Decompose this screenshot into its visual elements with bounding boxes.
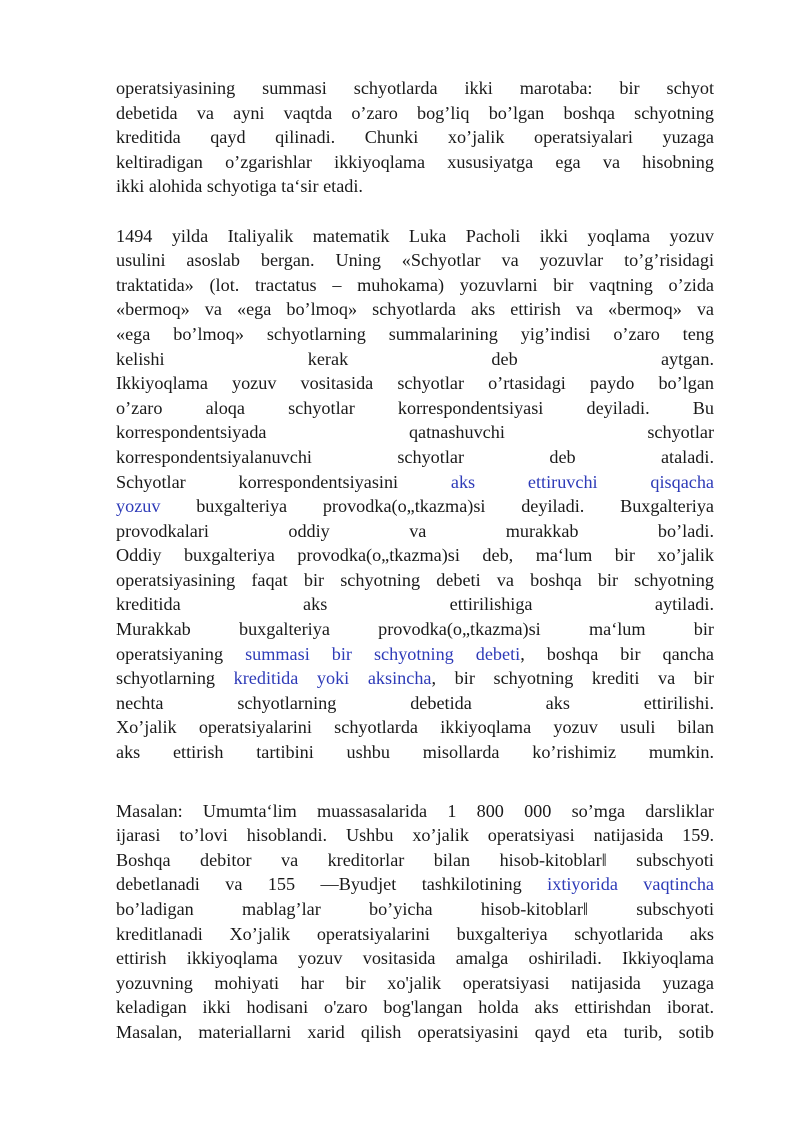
text-fragment: operatsiyaning [116,643,224,664]
text-fragment: schyotlarning [116,668,216,689]
text-line: kreditida qayd qilinadi. Chunki xo’jalik operatsiyalari yuzaga [116,127,714,148]
text-line: aks ettirish tartibini ushbu misollarda ko’rishimiz mumkin. [116,742,714,763]
paragraph-example [116,799,714,1045]
text-line: ettirish ikkiyoqlama yozuv vositasida amalga oshiriladi. Ikkiyoqlama [116,948,714,969]
text-line: Xo’jalik operatsiyalarini schyotlarda ikkiyoqlama yozuv usuli bilan [116,717,714,738]
text-line: o’zaro aloqa schyotlar korrespondentsiyasi deyiladi. Bu [116,397,714,418]
text-line: korrespondentsiyada qatnashuvchi schyotlar [116,422,714,443]
paragraph-spacer [116,199,714,224]
text-line: bo’ladigan mablag’lar bo’yicha hisob-kitoblar‖ subschyoti [116,899,714,919]
text-line: «ega bo’lmoq» schyotlarning summalarining yig’indisi o’zaro teng [116,323,714,344]
text-line: Murakkab buxgalteriya provodka(o„tkazma)si ma‘lum bir [116,619,714,640]
text-fragment: Schyotlar korrespondentsiyasini [116,471,399,492]
text-line: Masalan, materiallarni xarid qilish operatsiyasini qayd eta turib, sotib [116,1021,714,1042]
paragraph-pacholi [116,224,714,765]
text-line: provodkalari oddiy va murakkab bo’ladi. [116,520,714,541]
text-line: korrespondentsiyalanuvchi schyotlar deb ataladi. [116,446,714,467]
document-page [116,76,714,1045]
text-line-with-link [116,494,714,519]
text-line: kelishi kerak deb aytgan. [116,348,714,369]
text-line: debetida va ayni vaqtda o’zaro bog’liq bo’lgan boshqa schyotning [116,102,714,123]
text-line: usulini asoslab bergan. Uning «Schyotlar va yozuvlar to’g’risidagi [116,250,714,271]
text-line: ijarasi to’lovi hisoblandi. Ushbu xo’jalik operatsiyasi natijasida 159. [116,825,714,846]
text-line: keltiradigan o’zgarishlar ikkiyoqlama xususiyatga ega va hisobning [116,151,714,172]
link-yozuv[interactable]: yozuv [116,496,161,517]
text-fragment: , bir schyotning krediti va bir [431,668,715,689]
text-fragment: buxgalteriya provodka(o„tkazma)si deyiladi. Buxgalteriya [196,496,715,517]
text-line: traktatida» (lot. tractatus – muhokama) yozuvlarni bir vaqtning o’zida [116,274,714,295]
link-aks-ettiruvchi-qisqacha[interactable]: aks ettiruvchi qisqacha [450,471,715,492]
text-line: kreditlanadi Xo’jalik operatsiyalarini buxgalteriya schyotlarida aks [116,923,714,944]
paragraph-double-entry-intro [116,76,714,199]
text-line: Masalan: Umumta‘lim muassasalarida 1 800 000 so’mga darsliklar [116,800,714,821]
text-line: Boshqa debitor va kreditorlar bilan hisob-kitoblar‖ subschyoti [116,849,714,870]
text-line: Oddiy buxgalteriya provodka(o„tkazma)si deb, ma‘lum bir xo’jalik [116,545,714,566]
text-line: keladigan ikki hodisani o'zaro bog'langan holda aks ettirishdan iborat. [116,997,714,1018]
text-fragment: debetlanadi va 155 —Byudjet tashkilotining [116,874,522,895]
text-line: kreditida aks ettirilishiga aytiladi. [116,594,714,615]
text-line: Ikkiyoqlama yozuv vositasida schyotlar o’rtasidagi paydo bo’lgan [116,373,714,394]
link-ixtiyorida-vaqtincha[interactable]: ixtiyorida vaqtincha [547,874,715,895]
text-line-with-link [116,642,714,667]
text-line: yozuvning mohiyati har bir xo'jalik operatsiyasi natijasida yuzaga [116,972,714,993]
text-line: «bermoq» va «ega bo’lmoq» schyotlarda aks ettirish va «bermoq» va [116,299,714,320]
text-line: operatsiyasining faqat bir schyotning debeti va boshqa bir schyotning [116,569,714,590]
text-line-with-link [116,470,714,495]
text-line: operatsiyasining summasi schyotlarda ikki marotaba: bir schyot [116,78,714,98]
paragraph-spacer [116,765,714,799]
link-summasi-bir-schyotning-debeti[interactable]: summasi bir schyotning debeti [245,643,521,664]
text-line-with-link [116,872,714,897]
text-line: 1494 yilda Italiyalik matematik Luka Pacholi ikki yoqlama yozuv [116,225,714,246]
text-line: ikki alohida schyotiga ta‘sir etadi. [116,176,363,197]
text-line: nechta schyotlarning debetida aks ettirilishi. [116,692,714,713]
link-kreditida-yoki-aksincha[interactable]: kreditida yoki aksincha [233,668,432,689]
text-line-with-link [116,666,714,691]
text-fragment: , boshqa bir qancha [520,643,714,664]
